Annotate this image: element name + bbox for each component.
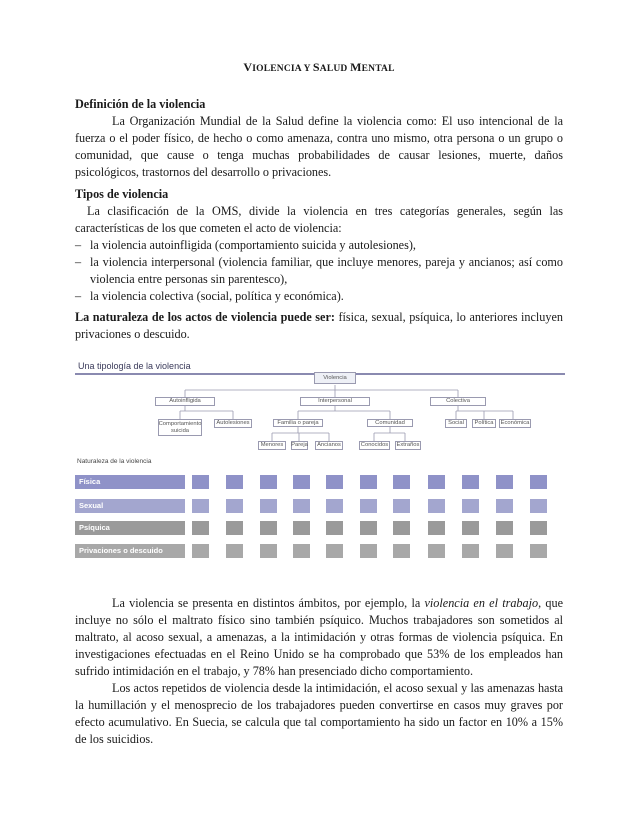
- nature-cell: [428, 499, 445, 513]
- nature-cell: [462, 475, 479, 489]
- paragraph-definicion: La Organización Mundial de la Salud define la violencia como: El uso intencional de la fuerza o el poder físico, de hecho o como amenaza, contra uno mismo, otra persona o un grupo o comunidad, que cause o tenga muchas probabilidades de causar lesiones, muerte, daños psicológicos, trastornos del desarrollo o privaciones.: [75, 114, 563, 179]
- nature-cell: [226, 521, 243, 535]
- nature-cell: [462, 499, 479, 513]
- node-economica: Económica: [500, 420, 530, 427]
- nature-cell: [360, 499, 377, 513]
- node-pareja: Pareja: [291, 442, 308, 449]
- nature-cell: [530, 475, 547, 489]
- nature-cell: [260, 499, 277, 513]
- nature-row-label: Privaciones o descuido: [75, 544, 185, 558]
- nature-row: [75, 544, 565, 558]
- section-ambitos: [75, 595, 563, 748]
- node-violencia: Violencia: [314, 372, 356, 384]
- page-title: VIOLENCIA Y SALUD MENTAL: [243, 60, 395, 74]
- nature-cell: [260, 521, 277, 535]
- node-menores: Menores: [258, 441, 286, 450]
- nature-row: [75, 499, 565, 513]
- node-autolesiones: Autolesiones: [214, 419, 252, 428]
- nature-cell: [530, 544, 547, 558]
- paragraph-ambitos-2: Los actos repetidos de violencia desde la intimidación, el acoso sexual y las amenazas hasta la humillación y el menosprecio de los trabajadores pueden convertirse en casos muy graves por efecto acumulativo. En Suecia, se calcula que tal comportamiento ha sido un factor en 10% a 15% de los suicidios.: [75, 681, 563, 746]
- nature-cell: [192, 499, 209, 513]
- nature-cell: [496, 499, 513, 513]
- list-item: – la violencia autoinfligida (comportamiento suicida y autolesiones),: [75, 238, 416, 252]
- nature-row-label: Sexual: [75, 499, 185, 513]
- paragraph-ambitos-1: La violencia se presenta en distintos ámbitos, por ejemplo, la violencia en el trabajo, que incluye no sólo el maltrato físico sino también psíquico. Muchos trabajadores son sometidos al maltrato, al acoso sexual, a amenazas, a la intimidación y otras formas de violencia psíquica. En investigaciones efectuadas en el Reino Unido se ha comprobado que 53% de los empleados han sufrido intimidación en el trabajo, y 78% han presenciado dicho comportamiento.: [75, 596, 563, 678]
- nature-label: Naturaleza de la violencia: [77, 458, 152, 465]
- list-item: – la violencia interpersonal (violencia familiar, que incluye menores, pareja y ancianos; así como violencia entre personas sin parentesco),: [75, 255, 563, 286]
- nature-cell: [260, 544, 277, 558]
- nature-cell: [226, 499, 243, 513]
- nature-cell: [293, 499, 310, 513]
- node-autoinfligida: Autoinfligida: [155, 397, 215, 406]
- nature-cell: [496, 544, 513, 558]
- nature-cell: [428, 544, 445, 558]
- section-definicion: [75, 96, 563, 181]
- nature-cell: [360, 475, 377, 489]
- nature-cell: [293, 521, 310, 535]
- node-extranos: Extraños: [396, 442, 420, 449]
- nature-cell: [260, 475, 277, 489]
- nature-cell: [530, 521, 547, 535]
- nature-cell: [462, 544, 479, 558]
- nature-cell: [326, 475, 343, 489]
- nature-cell: [428, 475, 445, 489]
- node-comunidad: Comunidad: [367, 419, 413, 427]
- nature-cell: [393, 521, 410, 535]
- nature-cell: [326, 544, 343, 558]
- nature-row-label: Física: [75, 475, 185, 489]
- nature-cell: [462, 521, 479, 535]
- heading-tipos: Tipos de violencia: [75, 187, 169, 201]
- nature-cell: [360, 521, 377, 535]
- nature-cell: [530, 499, 547, 513]
- paragraph-tipos-intro: La clasificación de la OMS, divide la violencia en tres categorías generales, según las características de los que cometen el acto de violencia:: [75, 204, 563, 235]
- nature-row: [75, 521, 565, 535]
- nature-cell: [360, 544, 377, 558]
- nature-cell: [293, 475, 310, 489]
- node-familia-pareja: Familia o pareja: [273, 419, 323, 427]
- node-colectiva: Colectiva: [430, 397, 486, 406]
- nature-cell: [393, 475, 410, 489]
- typology-figure: [75, 361, 565, 558]
- node-politica: Política: [472, 419, 496, 428]
- nature-cell: [192, 521, 209, 535]
- figure-title: Una tipología de la violencia: [78, 361, 191, 371]
- nature-cell: [393, 544, 410, 558]
- list-item: – la violencia colectiva (social, política y económica).: [75, 289, 344, 303]
- nature-cell: [428, 521, 445, 535]
- nature-cell: [496, 521, 513, 535]
- nature-cell: [226, 544, 243, 558]
- heading-definicion: Definición de la violencia: [75, 97, 206, 111]
- node-interpersonal: Interpersonal: [300, 397, 370, 406]
- nature-row: [75, 475, 565, 489]
- node-conocidos: Conocidos: [360, 442, 389, 449]
- nature-row-label: Psíquica: [75, 521, 185, 535]
- node-ancianos: Ancianos: [315, 441, 343, 450]
- nature-cell: [226, 475, 243, 489]
- nature-cell: [393, 499, 410, 513]
- nature-cell: [192, 544, 209, 558]
- node-comportamiento-suicida: Comportamiento suicida: [158, 419, 202, 436]
- node-social: Social: [445, 419, 467, 428]
- nature-cell: [326, 499, 343, 513]
- nature-cell: [293, 544, 310, 558]
- nature-cell: [192, 475, 209, 489]
- paragraph-naturaleza: La naturaleza de los actos de violencia puede ser: física, sexual, psíquica, lo anteriores incluyen privaciones o descuido.: [75, 310, 564, 341]
- nature-cell: [496, 475, 513, 489]
- section-tipos: [75, 186, 563, 305]
- nature-cell: [326, 521, 343, 535]
